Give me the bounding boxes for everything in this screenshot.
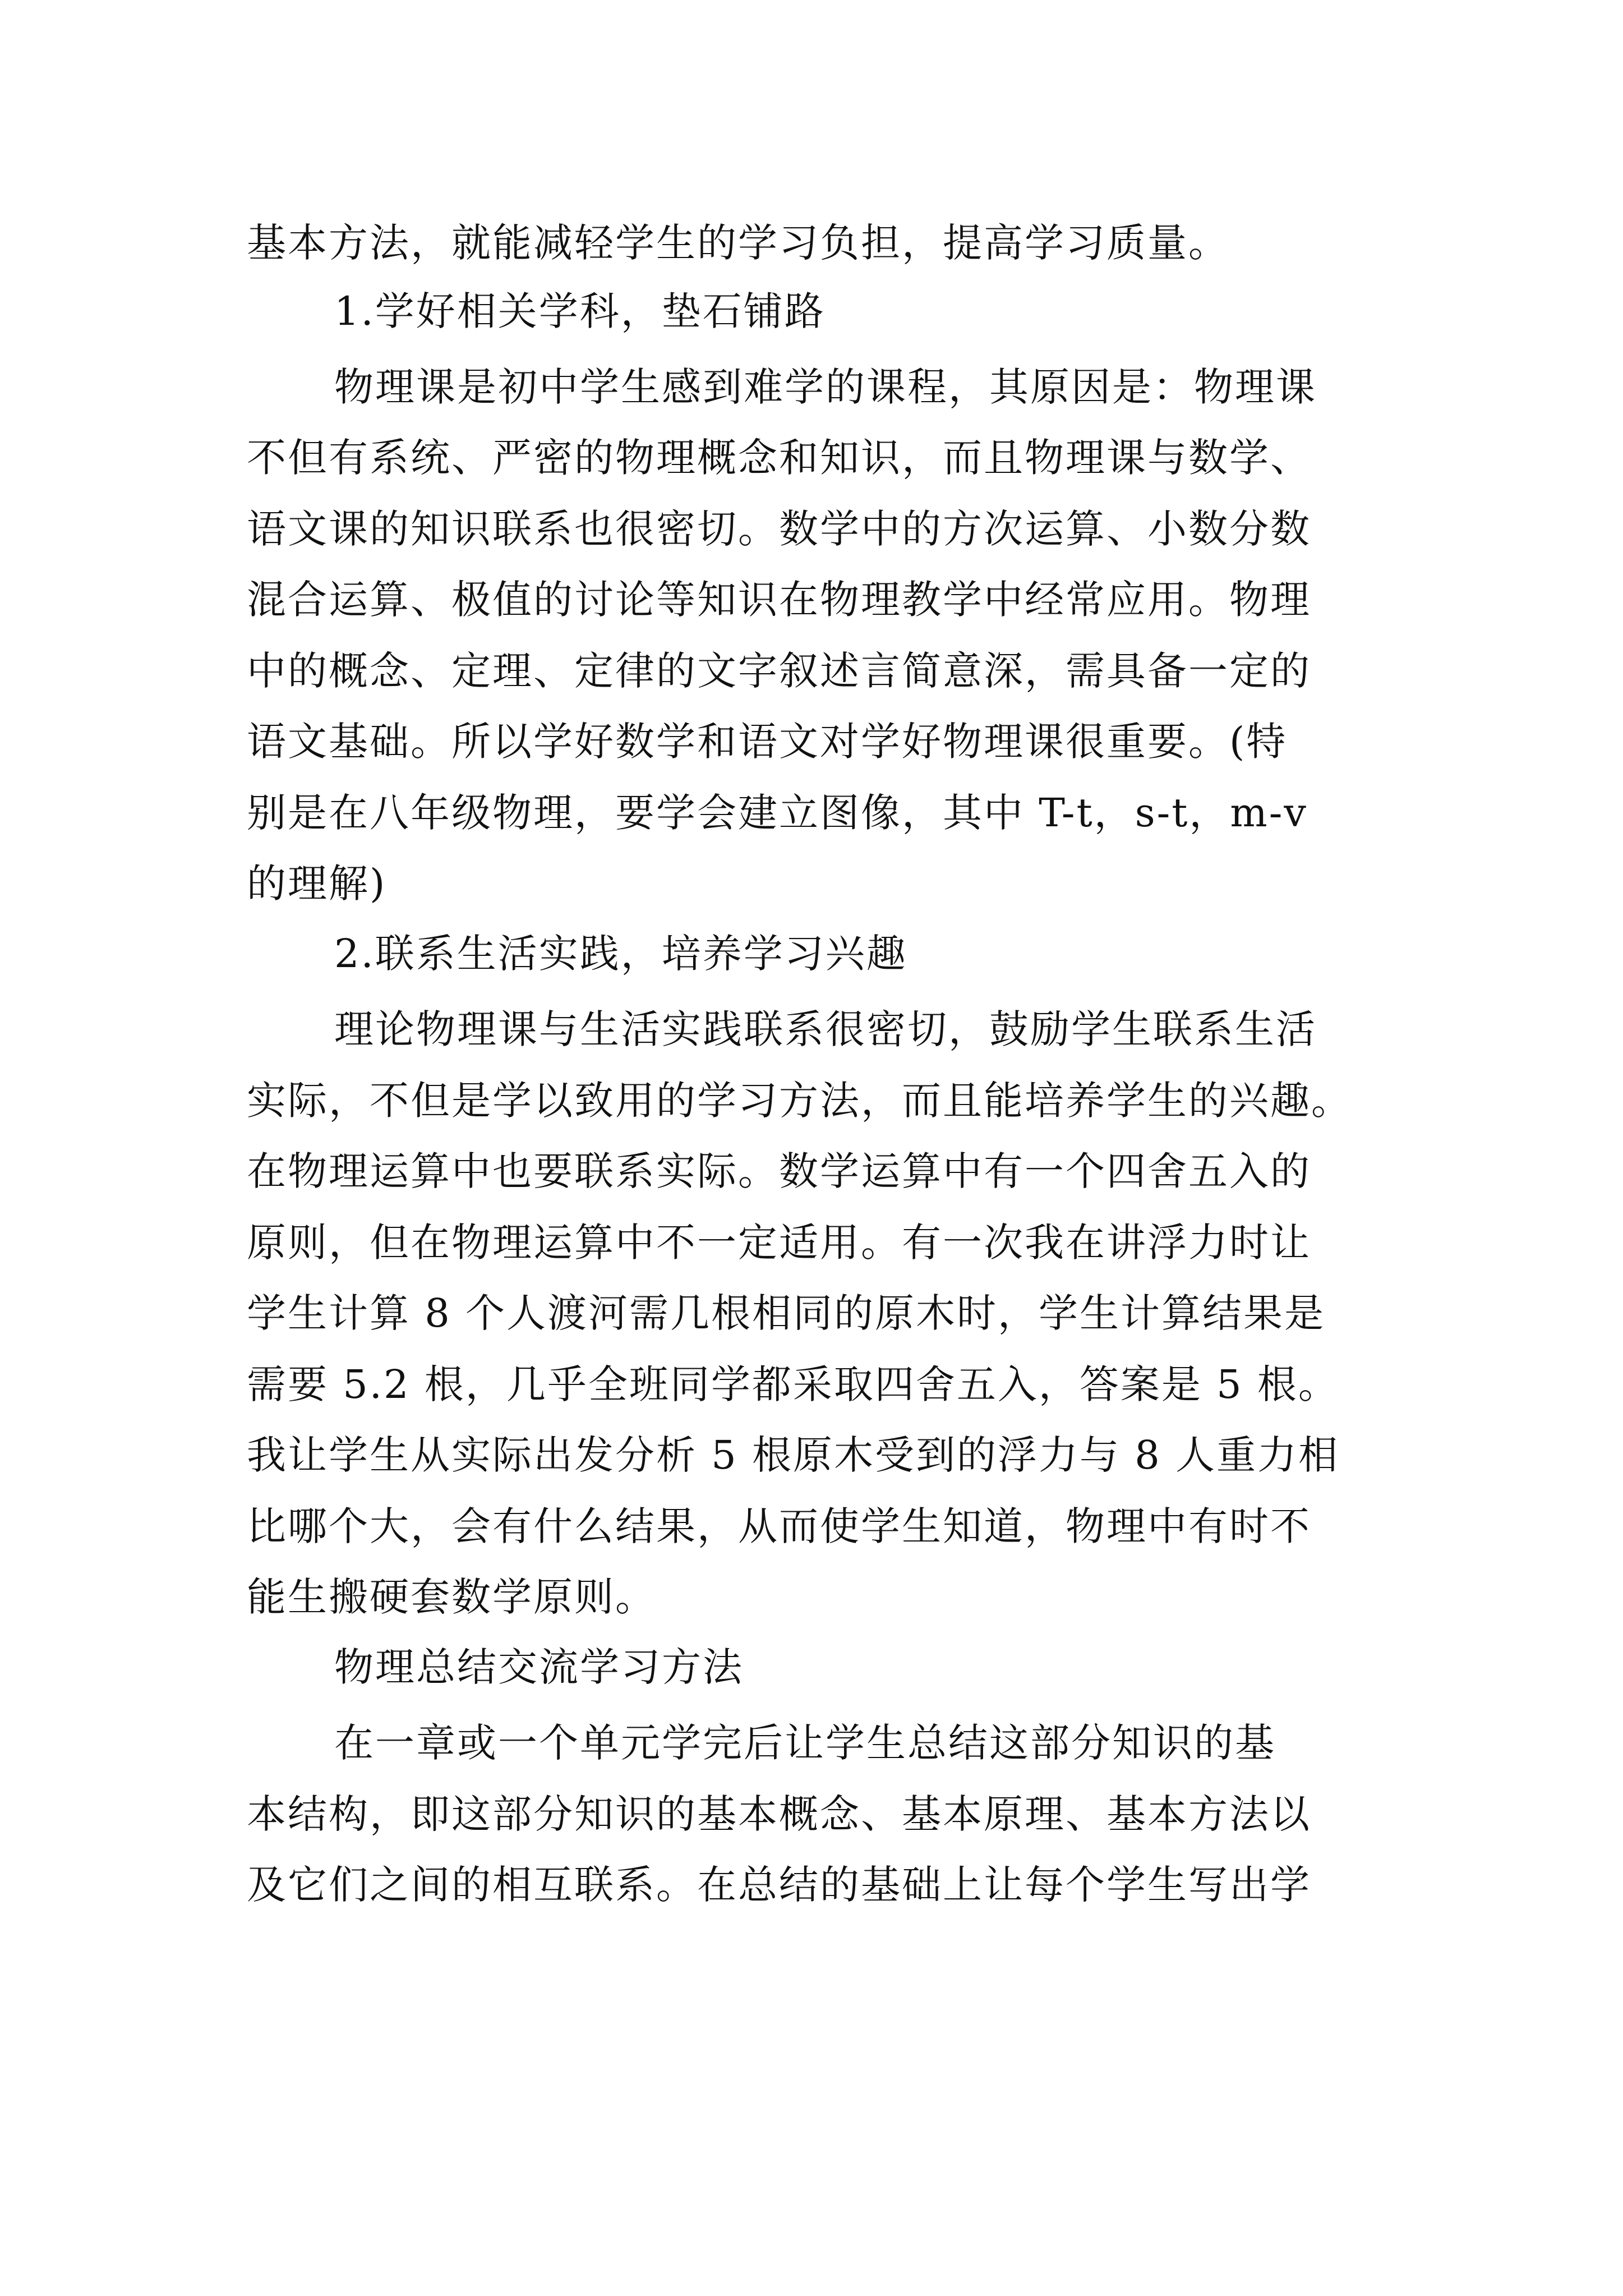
text-line: 我让学生从实际出发分析 5 根原木受到的浮力与 8 人重力相 [247,1432,1340,1478]
section-heading: 1.学好相关学科，垫石铺路 [334,288,826,334]
text-line: 混合运算、极值的讨论等知识在物理教学中经常应用。物理 [247,577,1311,623]
text-line: 语文课的知识联系也很密切。数学中的方次运算、小数分数 [247,506,1311,552]
section-heading: 2.联系生活实践，培养学习兴趣 [334,931,907,977]
text-line: 比哪个大，会有什么结果，从而使学生知道，物理中有时不 [247,1503,1311,1549]
text-line: 实际，不但是学以致用的学习方法，而且能培养学生的兴趣。 [247,1078,1352,1124]
section-heading: 物理总结交流学习方法 [334,1644,744,1690]
text-line: 原则，但在物理运算中不一定适用。有一次我在讲浮力时让 [247,1220,1311,1266]
text-line: 的理解) [247,861,387,907]
text-line: 本结构，即这部分知识的基本概念、基本原理、基本方法以 [247,1791,1311,1837]
text-line: 语文基础。所以学好数学和语文对学好物理课很重要。(特 [247,719,1288,765]
paragraph-first-line: 理论物理课与生活实践联系很密切，鼓励学生联系生活 [334,1006,1317,1052]
text-line: 不但有系统、严密的物理概念和知识，而且物理课与数学、 [247,435,1311,481]
text-line: 基本方法，就能减轻学生的学习负担，提高学习质量。 [247,220,1229,266]
text-line: 学生计算 8 个人渡河需几根相同的原木时，学生计算结果是 [247,1290,1326,1336]
text-line: 需要 5.2 根，几乎全班同学都采取四舍五入，答案是 5 根。 [247,1361,1339,1407]
text-line: 别是在八年级物理，要学会建立图像，其中 T-t，s-t，m-v [247,790,1308,836]
paragraph-first-line: 物理课是初中学生感到难学的课程，其原因是：物理课 [334,364,1317,410]
text-line: 及它们之间的相互联系。在总结的基础上让每个学生写出学 [247,1862,1311,1908]
text-line: 能生搬硬套数学原则。 [247,1574,656,1620]
text-line: 中的概念、定理、定律的文字叙述言简意深，需具备一定的 [247,648,1311,694]
text-line: 在物理运算中也要联系实际。数学运算中有一个四舍五入的 [247,1148,1311,1194]
paragraph-first-line: 在一章或一个单元学完后让学生总结这部分知识的基 [334,1720,1276,1766]
